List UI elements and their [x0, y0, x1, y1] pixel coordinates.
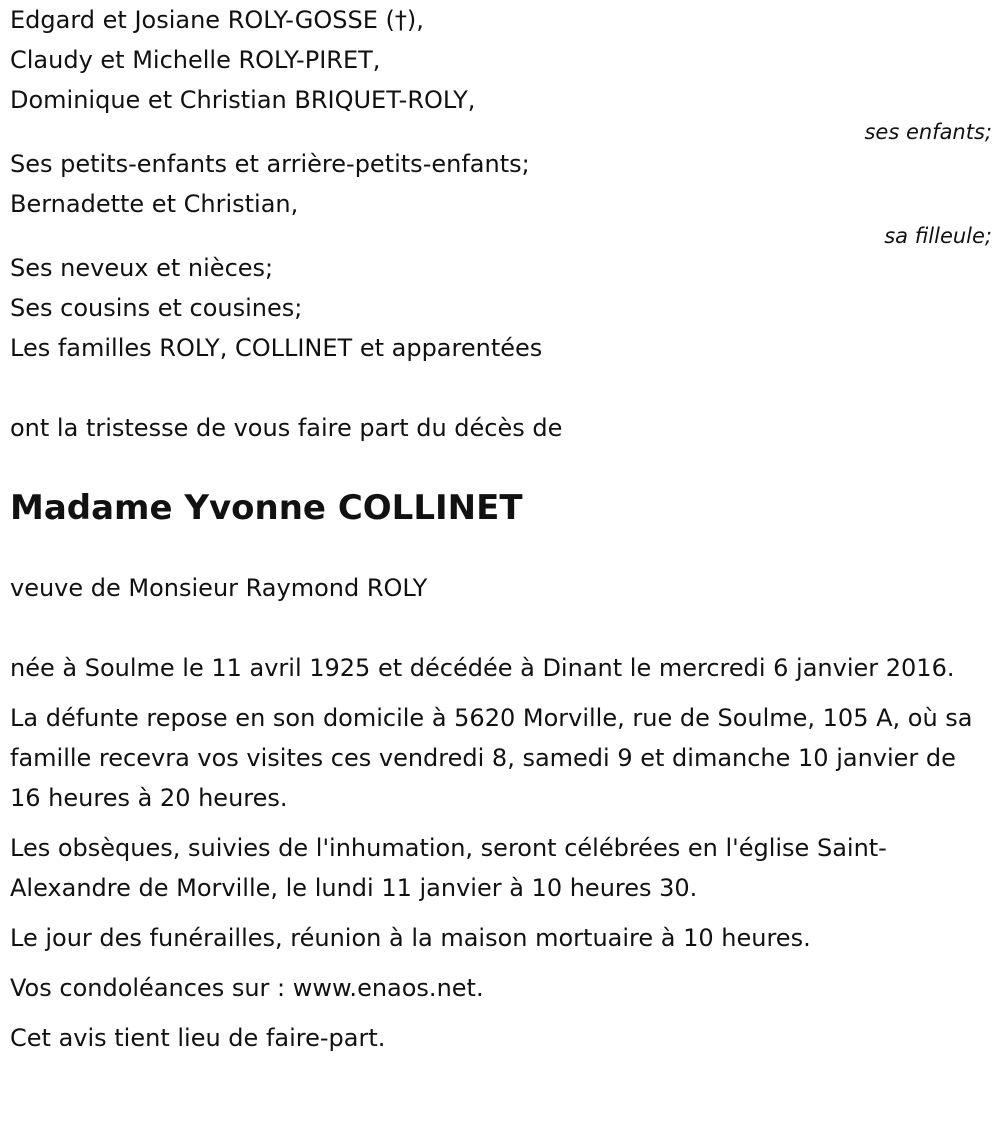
family-line-child-3: Dominique et Christian BRIQUET-ROLY,: [10, 86, 476, 114]
goddaughter-line: Bernadette et Christian,: [10, 190, 299, 218]
visitation-paragraph: La défunte repose en son domicile à 5620 Morville, rue de Soulme, 105 A, où sa famille recevra vos visites ces vendredi 8, samedi 9 et dimanche 10 janvier de 16 heures à 20 heures.: [10, 704, 973, 812]
relatives-line-1: Ses neveux et nièces;: [10, 254, 274, 282]
deceased-name: Madame Yvonne COLLINET: [10, 488, 523, 528]
relatives-line-2: Ses cousins et cousines;: [10, 294, 303, 322]
widow-of-line: veuve de Monsieur Raymond ROLY: [10, 574, 428, 602]
condolences-paragraph: Vos condoléances sur : www.enaos.net.: [10, 974, 484, 1002]
children-role-label: ses enfants;: [864, 120, 992, 144]
funeral-paragraph: Les obsèques, suivies de l'inhumation, seront célébrées en l'église Saint-Alexandre de Morville, le lundi 11 janvier à 10 heures 30.: [10, 834, 887, 902]
birth-death-paragraph: née à Soulme le 11 avril 1925 et décédée à Dinant le mercredi 6 janvier 2016.: [10, 654, 955, 682]
goddaughter-role-label: sa filleule;: [884, 224, 992, 248]
relatives-line-3: Les familles ROLY, COLLINET et apparentées: [10, 334, 543, 362]
announcement-line: ont la tristesse de vous faire part du décès de: [10, 414, 563, 442]
family-line-child-1: Edgard et Josiane ROLY-GOSSE (†),: [10, 6, 424, 34]
gathering-paragraph: Le jour des funérailles, réunion à la maison mortuaire à 10 heures.: [10, 924, 811, 952]
notice-paragraph: Cet avis tient lieu de faire-part.: [10, 1024, 386, 1052]
obituary-notice: [10, 0, 992, 1058]
family-line-child-2: Claudy et Michelle ROLY-PIRET,: [10, 46, 381, 74]
grandchildren-line: Ses petits-enfants et arrière-petits-enfants;: [10, 150, 530, 178]
